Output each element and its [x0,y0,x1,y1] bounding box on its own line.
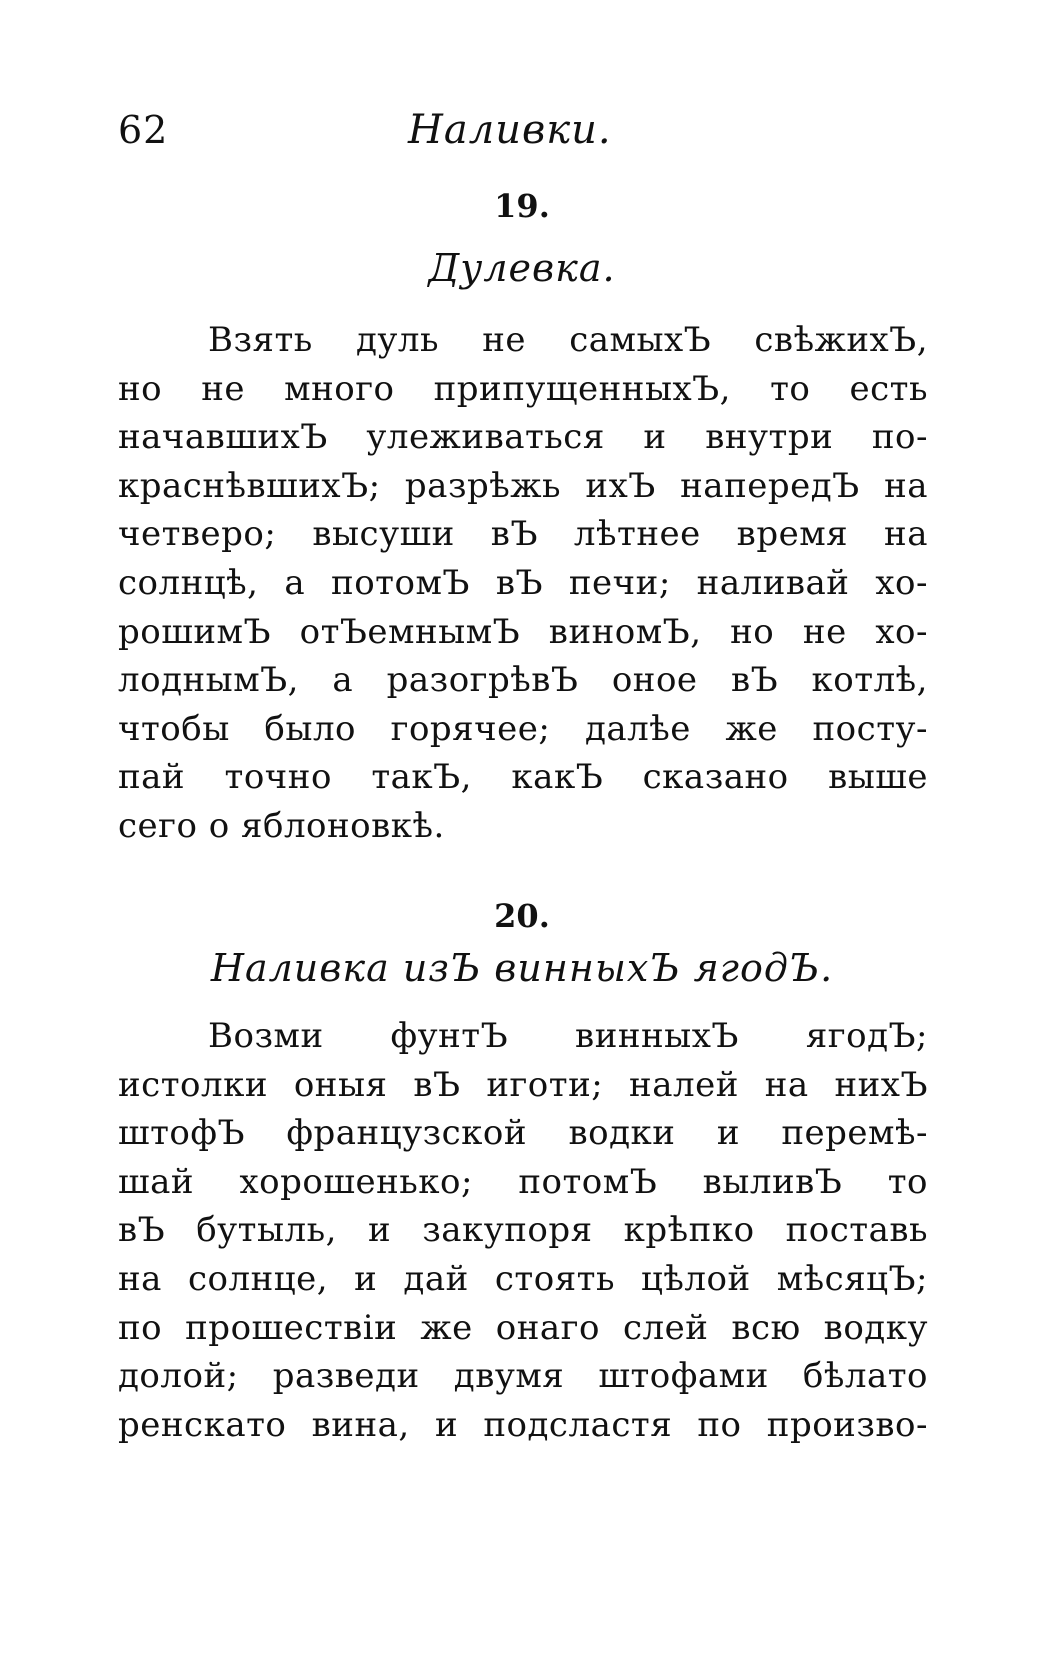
text-line: рошимЪ отЪемнымЪ виномЪ, но не хо- [118,611,928,652]
text-line: по прошествіи же онаго слей всю водку [118,1307,928,1348]
page-header [118,100,938,160]
text-line: начавшихЪ улеживаться и внутри по- [118,417,928,458]
recipe-paragraph [118,316,928,851]
text-line: долой; разведи двумя штофами бѣлато [118,1356,928,1397]
page-number: 62 [118,108,169,152]
text-line: пай точно такЪ, какЪ сказано выше [118,757,928,798]
section-title: Наливка изЪ винныхЪ ягодЪ. [210,946,834,990]
section-number: 20. [494,897,550,935]
running-head: Наливки. [408,107,612,153]
text-line: краснѣвшихЪ; разрѣжь ихЪ напередЪ на [118,465,928,506]
section-number: 19. [494,187,550,225]
text-line: штофЪ французской водки и перемѣ- [118,1113,928,1154]
text-line: Возми фунтЪ винныхЪ ягодЪ; [208,1016,928,1056]
recipe-paragraph [118,1012,928,1449]
text-line: солнцѣ, а потомЪ вЪ печи; наливай хо- [118,562,928,603]
text-line: четверо; высуши вЪ лѣтнее время на [118,514,928,555]
text-line: но не много припущенныхЪ, то есть [118,368,928,409]
text-line: чтобы было горячее; далѣе же посту- [118,708,928,749]
text-line: Взять дуль не самыхЪ свѣжихЪ, [208,320,928,360]
text-line: ренскато вина, и подсластя по произво- [118,1404,928,1445]
text-line: вЪ бутыль, и закупоря крѣпко поставь [118,1210,928,1251]
text-line: истолки оныя вЪ иготи; налей на нихЪ [118,1064,928,1105]
text-line: лоднымЪ, а разогрѣвЪ оное вЪ котлѣ, [118,660,928,701]
text-line: на солнце, и дай стоять цѣлой мѣсяцЪ; [118,1258,928,1299]
text-line: сего о яблоновкѣ. [118,805,445,846]
text-line: шай хорошенько; потомЪ выливЪ то [118,1161,928,1202]
section-title: Дулевка. [428,246,616,290]
